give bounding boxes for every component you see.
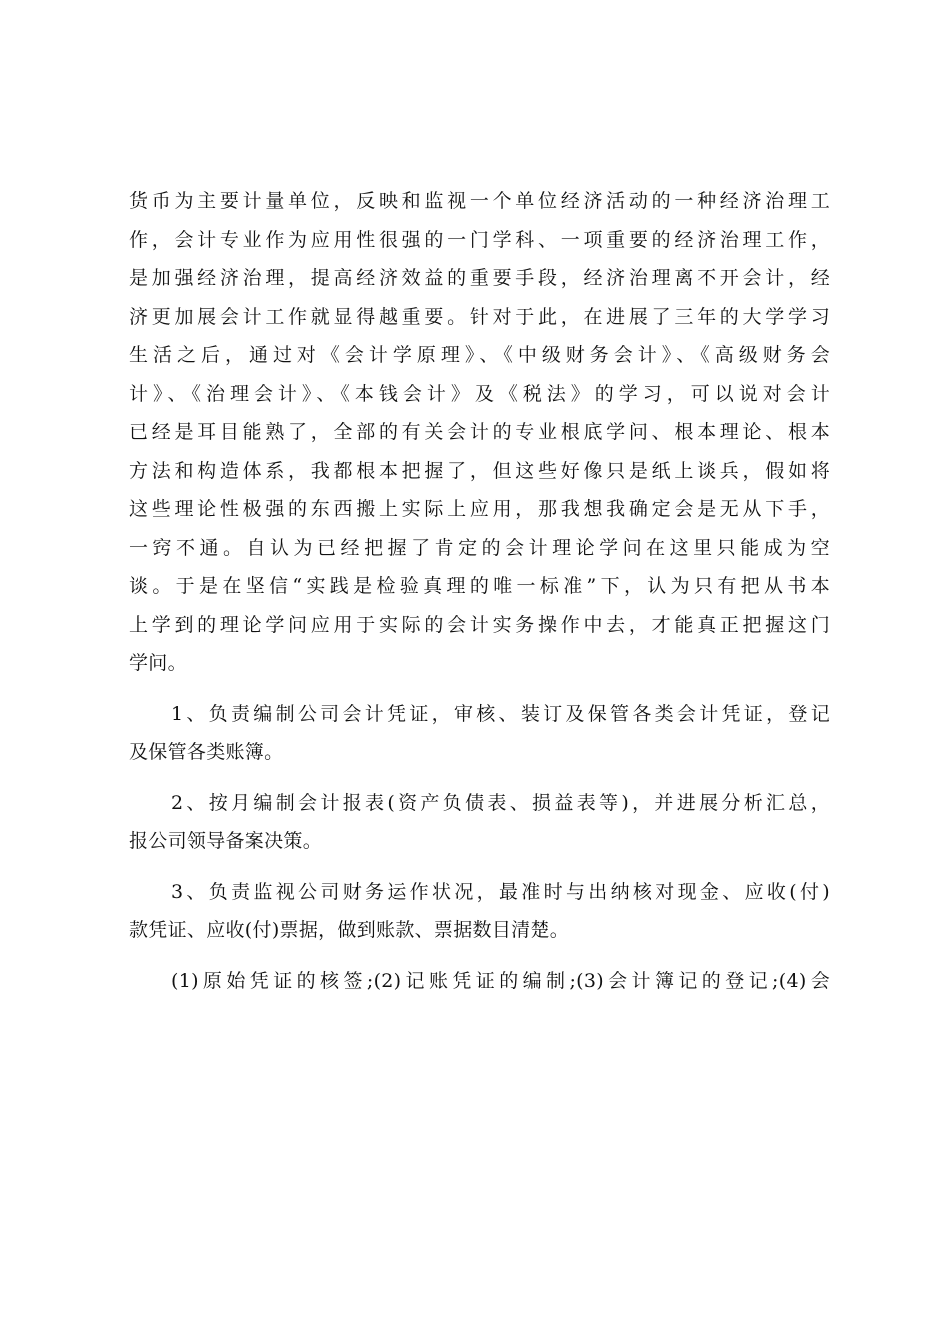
text-line: 一窍不通。自认为已经把握了肯定的会计理论学问在这里只能成为空 bbox=[129, 536, 830, 559]
paragraph-item-1 bbox=[129, 695, 830, 772]
text-line: 学问。 bbox=[129, 652, 187, 674]
text-line: 上学到的理论学问应用于实际的会计实务操作中去，才能真正把握这门 bbox=[129, 613, 830, 636]
text-line: 款凭证、应收(付)票据，做到账款、票据数目清楚。 bbox=[129, 919, 570, 941]
text-line: 3、负责监视公司财务运作状况，最准时与出纳核对现金、应收(付) bbox=[171, 880, 830, 903]
text-line: 这些理论性极强的东西搬上实际上应用，那我想我确定会是无从下手， bbox=[129, 498, 830, 520]
text-line: 方法和构造体系，我都根本把握了，但这些好像只是纸上谈兵，假如将 bbox=[129, 459, 830, 482]
text-line: 货币为主要计量单位，反映和监视一个单位经济活动的一种经济治理工 bbox=[129, 190, 830, 212]
text-line: 计》、《治理会计》、《本钱会计》及《税法》的学习，可以说对会计 bbox=[129, 382, 830, 405]
text-line: 及保管各类账簿。 bbox=[129, 741, 284, 763]
text-line: 生活之后，通过对《会计学原理》、《中级财务会计》、《高级财务会 bbox=[129, 344, 830, 366]
text-line: 已经是耳目能熟了，全部的有关会计的专业根底学问、根本理论、根本 bbox=[129, 421, 830, 443]
paragraph-intro bbox=[129, 182, 830, 683]
text-line: 济更加展会计工作就显得越重要。针对于此，在进展了三年的大学学习 bbox=[129, 305, 830, 328]
text-line: 作，会计专业作为应用性很强的一门学科、一项重要的经济治理工作， bbox=[129, 228, 830, 251]
document-body bbox=[129, 182, 830, 1000]
text-line: 报公司领导备案决策。 bbox=[129, 830, 323, 852]
text-line: 2、按月编制会计报表(资产负债表、损益表等)，并进展分析汇总， bbox=[171, 791, 830, 814]
text-line: 1、负责编制公司会计凭证，审核、装订及保管各类会计凭证，登记 bbox=[171, 702, 830, 725]
paragraph-item-3 bbox=[129, 873, 830, 950]
paragraph-item-2 bbox=[129, 784, 830, 861]
text-line: (1)原始凭证的核签;(2)记账凭证的编制;(3)会计簿记的登记;(4)会 bbox=[171, 969, 830, 992]
text-line: 是加强经济治理，提高经济效益的重要手段，经济治理离不开会计，经 bbox=[129, 267, 830, 289]
text-line: 谈。于是在坚信“实践是检验真理的唯一标准”下，认为只有把从书本 bbox=[129, 575, 830, 597]
paragraph-item-4 bbox=[129, 962, 830, 1001]
